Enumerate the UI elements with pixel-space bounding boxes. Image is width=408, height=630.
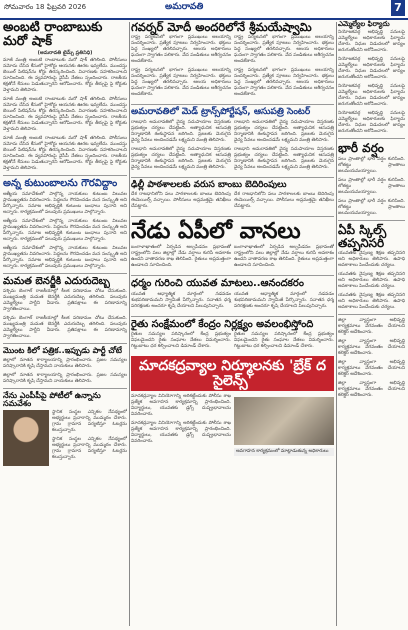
article-body: రాష్ట్ర పర్యటనలో భాగంగా ప్రముఖులు ఆలయాన్ని సందర్శించారు. ప్రత్యేక పూజలు నిర్వహించారు. భక్తులు పెద్ద సంఖ్యలో తరలివచ్చారు. ఆలయ అధికారులు ఘనంగా స్వాగతం పలికారు. వేద పండితులు ఆశీర్వచనం అందజేశారు. (234, 35, 334, 65)
two-column-text (131, 192, 334, 213)
divider (3, 175, 127, 176)
article-body: స్థానిక సంస్థల ఎన్నికల నేపథ్యంలో అభ్యర్థులు ప్రచారాన్ని ముమ్మరం చేశారు. గ్రామ గ్రామాన పర్యటిస్తూ ఓటర్లను కలుస్తున్నారు. (52, 410, 127, 434)
article-body: నియోజకవర్గ అభివృద్ధి పనులపై ఎమ్మెల్యేలు అధికారులకు ఫిర్యాదు చేశారు. నిధుల విడుదలలో జాప్యం జరుగుతోందని ఆరోపించారు. (338, 30, 405, 54)
article-body: రాజధాని అమరావతిలో వైద్య సదుపాయాల విస్తరణకు ప్రభుత్వం చర్యలు చేపట్టింది. అత్యాధునిక ఆసుపత్రి నిర్మాణానికి శంకుస్థాపన జరిగింది. ప్రజలకు మెరుగైన వైద్య సేవలు అందించడమే లక్ష్యమని మంత్రి తెలిపారు. (234, 146, 334, 170)
paper-name: అమరావతి (165, 2, 204, 12)
two-column-text (131, 120, 334, 174)
article-body: నియోజకవర్గ అభివృద్ధి పనులపై ఎమ్మెల్యేలు అధికారులకు ఫిర్యాదు చేశారు. నిధుల విడుదలలో జాప్యం జరుగుతోందని ఆరోపించారు. (338, 57, 405, 81)
right-column (338, 20, 405, 628)
headline-heavy-rain: భారీ వర్షం (338, 141, 384, 156)
divider (338, 314, 405, 315)
headline-mla: ఎమ్మెల్యేల ఫిర్యాదు (338, 20, 390, 28)
divider (131, 177, 334, 178)
masthead (0, 0, 408, 20)
headline-family: అన్న కుటుంబాలను గౌరవిద్దాం (3, 178, 118, 190)
two-column-text (131, 292, 334, 313)
divider (338, 220, 405, 221)
article-body: రాజధాని అమరావతిలో వైద్య సదుపాయాల విస్తరణకు ప్రభుత్వం చర్యలు చేపట్టింది. అత్యాధునిక ఆసుపత్రి నిర్మాణానికి శంకుస్థాపన జరిగింది. ప్రజలకు మెరుగైన వైద్య సేవలు అందించడమే లక్ష్యమని మంత్రి తెలిపారు. (131, 146, 231, 170)
page-number: 7 (391, 0, 405, 16)
column-divider (336, 22, 337, 626)
article-body: మాజీ మంత్రి అంబటి రాంబాబుకు మరో షాక్ తగిలింది. పోలీసులు నమోదు చేసిన కేసులో హైకోర్టు ఆయనకు ఊరట ఇవ్వలేదు. ముందస్తు బెయిల్ పిటిషన్‌ను కోర్టు తిరస్కరించింది. విచారణకు సహకరించాలని సూచించింది. ఈ వ్యవహారంపై వైసీపీ నేతలు స్పందించారు. రాజకీయ కక్షతోనే కేసులు పెడుతున్నారని ఆరోపించారు. కోర్టు తీర్పుపై పై కోర్టుకు వెళ్తామని తెలిపారు. (3, 97, 127, 133)
article-body: పలు ప్రాంతాల్లో భారీ వర్షం కురిసింది. లోతట్టు ప్రాంతాలు జలమయమయ్యాయి. (338, 177, 405, 195)
article-body: జిల్లా వ్యాప్తంగా అభివృద్ధి కార్యక్రమాలు వేగవంతం చేయాలని కలెక్టర్ ఆదేశించారు. (338, 318, 405, 336)
article-body: రాష్ట్ర పర్యటనలో భాగంగా ప్రముఖులు ఆలయాన్ని సందర్శించారు. ప్రత్యేక పూజలు నిర్వహించారు. భక్తులు పెద్ద సంఖ్యలో తరలివచ్చారు. ఆలయ అధికారులు ఘనంగా స్వాగతం పలికారు. వేద పండితులు ఆశీర్వచనం అందజేశారు. (234, 68, 334, 98)
two-column-text (131, 332, 334, 353)
article-body: రాష్ట్ర పర్యటనలో భాగంగా ప్రముఖులు ఆలయాన్ని సందర్శించారు. ప్రత్యేక పూజలు నిర్వహించారు. భక్తులు పెద్ద సంఖ్యలో తరలివచ్చారు. ఆలయ అధికారులు ఘనంగా స్వాగతం పలికారు. వేద పండితులు ఆశీర్వచనం అందజేశారు. (131, 68, 231, 98)
article-body: పశ్చిమ బెంగాల్ రాజకీయాల్లో కీలక పరిణామం చోటు చేసుకుంది. ముఖ్యమంత్రి మమత బెనర్జీకి ఎదురుదెబ్బ తగిలింది. పలువురు ఎమ్మెల్యేలు పార్టీని వీడారు. ప్రతిపక్షాలు ఈ పరిణామాన్ని స్వాగతించాయి. (3, 289, 127, 313)
divider (131, 216, 334, 217)
headline-office: మొంట కిలో పత్రిక..ఇప్పుడు పార్టీ చోటే (3, 346, 122, 356)
headline-governor: గవర్నర్ మోదీ అందరిలోనే శ్రీమయేష్వామి (131, 20, 312, 34)
article-body: బంగాళాఖాతంలో ఏర్పడిన అల్పపీడనం ప్రభావంతో రాష్ట్రంలోని పలు జిల్లాల్లో నేడు వర్షాలు కురిసే అవకాశం ఉందని వాతావరణ శాఖ తెలిపింది. రైతులు అప్రమత్తంగా ఉండాలని సూచించింది. (131, 245, 231, 269)
divider (3, 388, 127, 389)
article-body: దేశ రాజధానిలోని పలు పాఠశాలలకు బాంబు బెదిరింపు ఈమెయిల్స్ వచ్చాయి. పోలీసులు అప్రమత్తమై తనిఖీలు చేపట్టారు. (234, 191, 334, 209)
event-photo (234, 397, 334, 445)
headline-ambati: అంబటి రాంబాబుకు మరో షాక్ (3, 20, 103, 49)
headline-mamata: మమత బెనర్జీకి ఎదురుదెబ్బ (3, 275, 110, 287)
article-body: జిల్లా వ్యాప్తంగా అభివృద్ధి కార్యక్రమాలు వేగవంతం చేయాలని కలెక్టర్ ఆదేశించారు. (338, 381, 405, 399)
divider (338, 138, 405, 139)
headline-rains: నేడు ఏపీలో వానలు (131, 218, 301, 244)
article-body: మాజీ మంత్రి అంబటి రాంబాబుకు మరో షాక్ తగిలింది. పోలీసులు నమోదు చేసిన కేసులో హైకోర్టు ఆయనకు ఊరట ఇవ్వలేదు. ముందస్తు బెయిల్ పిటిషన్‌ను కోర్టు తిరస్కరించింది. విచారణకు సహకరించాలని సూచించింది. ఈ వ్యవహారంపై వైసీపీ నేతలు స్పందించారు. రాజకీయ కక్షతోనే కేసులు పెడుతున్నారని ఆరోపించారు. కోర్టు తీర్పుపై పై కోర్టుకు వెళ్తామని తెలిపారు. (3, 58, 127, 94)
divider (131, 316, 334, 317)
article-body: మాదకద్రవ్యాల వినియోగాన్ని అరికట్టేందుకు పోలీసు శాఖ ప్రత్యేక అవగాహన కార్యక్రమాన్ని ప్రారంభించింది. విద్యార్థులు, యువతకు డ్రగ్స్ దుష్ప్రభావాలను వివరించారు. (131, 421, 231, 445)
reporter-photo (3, 410, 49, 466)
article-body: పలు ప్రాంతాల్లో భారీ వర్షం కురిసింది. లోతట్టు ప్రాంతాలు జలమయమయ్యాయి. (338, 198, 405, 216)
two-column-text (131, 35, 334, 101)
article-body: జిల్లాలో నూతన కార్యాలయాన్ని ప్రారంభించారు. ప్రజల సమస్యల పరిష్కారానికి కృషి చేస్తామని నాయకులు తెలిపారు. (3, 357, 127, 369)
headline-mpp: నేను ఎంపీపీపై పోటీలో ఉన్నాను సమవేశం (3, 390, 101, 409)
article-body: యువతకు నైపుణ్య శిక్షణ తప్పనిసరి అని అధికారులు తెలిపారు. ఉపాధి అవకాశాలు పెంచేందుకు చర్యలు. (338, 293, 405, 311)
two-column-text (131, 394, 334, 456)
divider (3, 273, 127, 274)
article-body: నియోజకవర్గ అభివృద్ధి పనులపై ఎమ్మెల్యేలు అధికారులకు ఫిర్యాదు చేశారు. నిధుల విడుదలలో జాప్యం జరుగుతోందని ఆరోపించారు. (338, 84, 405, 108)
drugs-banner (131, 356, 334, 391)
headline-farmers: రైతు సంక్షేమంలో కేంద్రం నిర్లక్ష్యం అవలంభిస్తోంది (131, 318, 314, 330)
headline-hospital: అమరావతిలో మెడ్ ట్రాన్స్‌పోర్టేషన్, ఆసుపత్రి సెంటర్ (131, 107, 311, 118)
column-divider (129, 22, 130, 626)
article-body: రాజధాని అమరావతిలో వైద్య సదుపాయాల విస్తరణకు ప్రభుత్వం చర్యలు చేపట్టింది. అత్యాధునిక ఆసుపత్రి నిర్మాణానికి శంకుస్థాపన జరిగింది. ప్రజలకు మెరుగైన వైద్య సేవలు అందించడమే లక్ష్యమని మంత్రి తెలిపారు. (234, 119, 334, 143)
left-column (3, 20, 127, 628)
headline-drugs: మాదకద్రవ్యాల నిర్మూలనకు 'బ్రేక్ ద సైలెన్స్' (139, 358, 326, 389)
photo-caption: అవగాహన కార్యక్రమంలో మాట్లాడుతున్న అధికారులు (234, 448, 334, 456)
divider (131, 275, 334, 276)
article-body: యువత ఆధ్యాత్మిక మార్గంలో నడవడం శుభపరిణామమని స్వామీజీ పేర్కొన్నారు. సనాతన ధర్మ పరిరక్షణకు అందరూ కృషి చేయాలని పిలుపునిచ్చారు. (131, 291, 231, 309)
two-column-text (131, 245, 334, 272)
article-body: పలు ప్రాంతాల్లో భారీ వర్షం కురిసింది. లోతట్టు ప్రాంతాలు జలమయమయ్యాయి. (338, 156, 405, 174)
article-body: నియోజకవర్గ అభివృద్ధి పనులపై ఎమ్మెల్యేలు అధికారులకు ఫిర్యాదు చేశారు. నిధుల విడుదలలో జాప్యం జరుగుతోందని ఆరోపించారు. (338, 111, 405, 135)
headline-skills: ఏపీ స్కిల్స్ తప్పనిసరి (338, 222, 387, 250)
article-body: రైతుల సమస్యల పరిష్కారంలో కేంద్ర ప్రభుత్వం విఫలమైందని రైతు సంఘాల నేతలు విమర్శించారు. గిట్టుబాటు ధర కల్పించాలని డిమాండ్ చేశారు. (234, 332, 334, 350)
article-body: ఆత్మీయ సమావేశంలో పాల్గొన్న నాయకులు కుటుంబ విలువల ప్రాముఖ్యతను వివరించారు. పెద్దలను గౌరవించడం మన సంస్కృతి అని పేర్కొన్నారు. సమాజ అభివృద్ధికి కుటుంబ బంధాలు పునాది అని అన్నారు. కార్యక్రమంలో పలువురు ప్రముఖులు పాల్గొన్నారు. (3, 191, 127, 215)
article-body: జిల్లా వ్యాప్తంగా అభివృద్ధి కార్యక్రమాలు వేగవంతం చేయాలని కలెక్టర్ ఆదేశించారు. (338, 360, 405, 378)
article-body: స్థానిక సంస్థల ఎన్నికల నేపథ్యంలో అభ్యర్థులు ప్రచారాన్ని ముమ్మరం చేశారు. గ్రామ గ్రామాన పర్యటిస్తూ ఓటర్లను కలుస్తున్నారు. (52, 437, 127, 461)
headline-delhi: ఢిల్లీ పాఠశాలలకు వరుస బాంబు బెదిరింపులు (131, 179, 287, 190)
divider (3, 343, 127, 344)
article-body: రైతుల సమస్యల పరిష్కారంలో కేంద్ర ప్రభుత్వం విఫలమైందని రైతు సంఘాల నేతలు విమర్శించారు. గిట్టుబాటు ధర కల్పించాలని డిమాండ్ చేశారు. (131, 332, 231, 350)
article-body: పశ్చిమ బెంగాల్ రాజకీయాల్లో కీలక పరిణామం చోటు చేసుకుంది. ముఖ్యమంత్రి మమత బెనర్జీకి ఎదురుదెబ్బ తగిలింది. పలువురు ఎమ్మెల్యేలు పార్టీని వీడారు. ప్రతిపక్షాలు ఈ పరిణామాన్ని స్వాగతించాయి. (3, 316, 127, 340)
divider (131, 104, 334, 105)
article-body: జిల్లాలో నూతన కార్యాలయాన్ని ప్రారంభించారు. ప్రజల సమస్యల పరిష్కారానికి కృషి చేస్తామని నాయకులు తెలిపారు. (3, 372, 127, 384)
article-body: ఆత్మీయ సమావేశంలో పాల్గొన్న నాయకులు కుటుంబ విలువల ప్రాముఖ్యతను వివరించారు. పెద్దలను గౌరవించడం మన సంస్కృతి అని పేర్కొన్నారు. సమాజ అభివృద్ధికి కుటుంబ బంధాలు పునాది అని అన్నారు. కార్యక్రమంలో పలువురు ప్రముఖులు పాల్గొన్నారు. (3, 245, 127, 269)
article-body: ఆత్మీయ సమావేశంలో పాల్గొన్న నాయకులు కుటుంబ విలువల ప్రాముఖ్యతను వివరించారు. పెద్దలను గౌరవించడం మన సంస్కృతి అని పేర్కొన్నారు. సమాజ అభివృద్ధికి కుటుంబ బంధాలు పునాది అని అన్నారు. కార్యక్రమంలో పలువురు ప్రముఖులు పాల్గొన్నారు. (3, 218, 127, 242)
article-body: రాజధాని అమరావతిలో వైద్య సదుపాయాల విస్తరణకు ప్రభుత్వం చర్యలు చేపట్టింది. అత్యాధునిక ఆసుపత్రి నిర్మాణానికి శంకుస్థాపన జరిగింది. ప్రజలకు మెరుగైన వైద్య సేవలు అందించడమే లక్ష్యమని మంత్రి తెలిపారు. (131, 119, 231, 143)
article-body: యువత ఆధ్యాత్మిక మార్గంలో నడవడం శుభపరిణామమని స్వామీజీ పేర్కొన్నారు. సనాతన ధర్మ పరిరక్షణకు అందరూ కృషి చేయాలని పిలుపునిచ్చారు. (234, 291, 334, 309)
article-body: మాజీ మంత్రి అంబటి రాంబాబుకు మరో షాక్ తగిలింది. పోలీసులు నమోదు చేసిన కేసులో హైకోర్టు ఆయనకు ఊరట ఇవ్వలేదు. ముందస్తు బెయిల్ పిటిషన్‌ను కోర్టు తిరస్కరించింది. విచారణకు సహకరించాలని సూచించింది. ఈ వ్యవహారంపై వైసీపీ నేతలు స్పందించారు. రాజకీయ కక్షతోనే కేసులు పెడుతున్నారని ఆరోపించారు. కోర్టు తీర్పుపై పై కోర్టుకు వెళ్తామని తెలిపారు. (3, 136, 127, 172)
article-body: యువతకు నైపుణ్య శిక్షణ తప్పనిసరి అని అధికారులు తెలిపారు. ఉపాధి అవకాశాలు పెంచేందుకు చర్యలు. (338, 251, 405, 269)
article-body: మాదకద్రవ్యాల వినియోగాన్ని అరికట్టేందుకు పోలీసు శాఖ ప్రత్యేక అవగాహన కార్యక్రమాన్ని ప్రారంభించింది. విద్యార్థులు, యువతకు డ్రగ్స్ దుష్ప్రభావాలను వివరించారు. (131, 394, 231, 418)
headline-dharma: ధర్మం గురించి యువత మాటలు..ఆనందకరం (131, 278, 304, 290)
article-body: దేశ రాజధానిలోని పలు పాఠశాలలకు బాంబు బెదిరింపు ఈమెయిల్స్ వచ్చాయి. పోలీసులు అప్రమత్తమై తనిఖీలు చేపట్టారు. (131, 191, 231, 209)
article-body: జిల్లా వ్యాప్తంగా అభివృద్ధి కార్యక్రమాలు వేగవంతం చేయాలని కలెక్టర్ ఆదేశించారు. (338, 339, 405, 357)
center-column (131, 20, 334, 628)
dateline: (అమరావతి టైమ్స్ ప్రతినిధి) (37, 50, 93, 57)
article-body: రాష్ట్ర పర్యటనలో భాగంగా ప్రముఖులు ఆలయాన్ని సందర్శించారు. ప్రత్యేక పూజలు నిర్వహించారు. భక్తులు పెద్ద సంఖ్యలో తరలివచ్చారు. ఆలయ అధికారులు ఘనంగా స్వాగతం పలికారు. వేద పండితులు ఆశీర్వచనం అందజేశారు. (131, 35, 231, 65)
article-body: బంగాళాఖాతంలో ఏర్పడిన అల్పపీడనం ప్రభావంతో రాష్ట్రంలోని పలు జిల్లాల్లో నేడు వర్షాలు కురిసే అవకాశం ఉందని వాతావరణ శాఖ తెలిపింది. రైతులు అప్రమత్తంగా ఉండాలని సూచించింది. (234, 245, 334, 269)
issue-date: సోమవారం 18 ఫిబ్రవరి 2026 (4, 3, 87, 11)
article-body: యువతకు నైపుణ్య శిక్షణ తప్పనిసరి అని అధికారులు తెలిపారు. ఉపాధి అవకాశాలు పెంచేందుకు చర్యలు. (338, 272, 405, 290)
